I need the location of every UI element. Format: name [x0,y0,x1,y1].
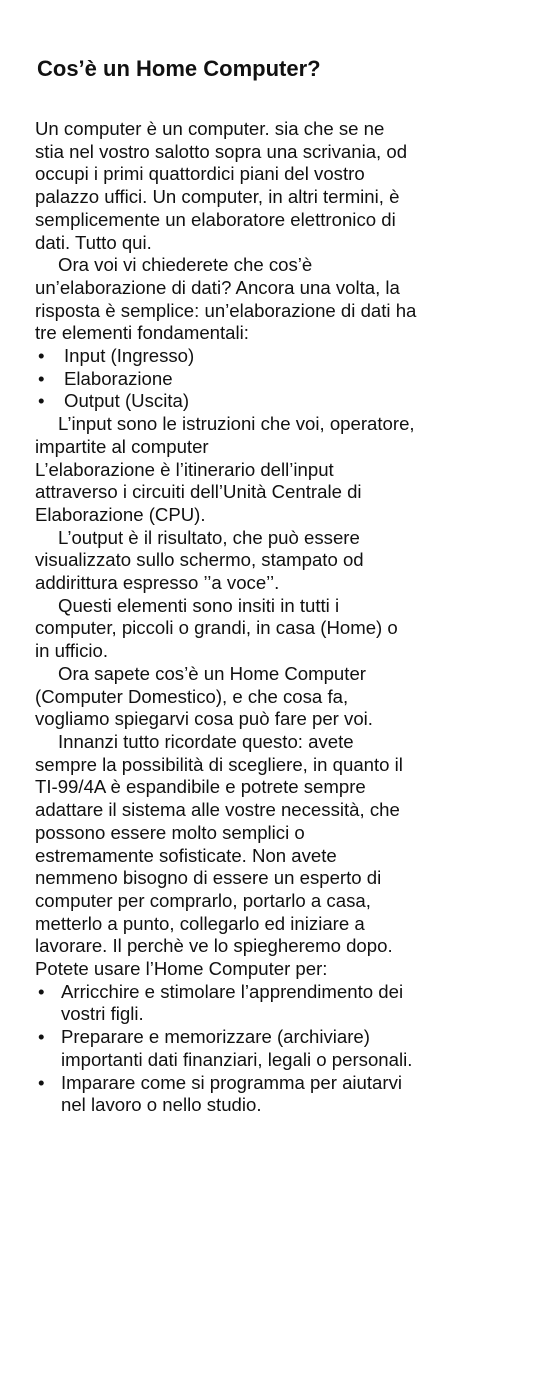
text-line: risposta è semplice: un’elaborazione di dati ha [35,299,417,321]
list-item-text: Imparare come si programma per aiutarvi [61,1071,403,1093]
bullet-icon: • [38,1026,45,1048]
text-line: metterlo a punto, collegarlo ed iniziare a [35,912,365,934]
list-item-text: Input (Ingresso) [64,345,195,367]
text-line: Ora voi vi chiederete che cos’è [58,254,313,276]
list-item-text: Elaborazione [64,367,173,389]
list-item [35,981,530,1026]
bullet-icon: • [38,345,45,367]
text-line: occupi i primi quattordici piani del vostro [35,163,365,185]
text-line: visualizzato sullo schermo, stampato od [35,549,364,571]
elements-list [35,345,530,413]
list-item-text: nel lavoro o nello studio. [61,1094,262,1116]
text-line: addirittura espresso ’’a voce’’. [35,572,280,594]
list-item [35,390,530,413]
bullet-icon: • [38,390,45,412]
bullet-icon: • [38,1071,45,1093]
text-line: un’elaborazione di dati? Ancora una volta, la [35,276,400,298]
text-line: possono essere molto semplici o [35,821,305,843]
text-line: palazzo uffici. Un computer, in altri termini, è [35,186,400,208]
paragraph [35,527,530,595]
paragraph [35,459,530,527]
text-line: L’output è il risultato, che può essere [58,526,360,548]
text-line: L’input sono le istruzioni che voi, operatore, [58,413,415,435]
text-line: lavorare. Il perchè ve lo spiegheremo dopo. [35,935,393,957]
text-line: TI-99/4A è espandibile e potrete sempre [35,776,366,798]
text-line: nemmeno bisogno di essere un esperto di [35,867,382,889]
text-line: Innanzi tutto ricordate questo: avete [58,730,354,752]
text-line: semplicemente un elaboratore elettronico di [35,208,396,230]
text-line: Ora sapete cos’è un Home Computer [58,662,366,684]
bullet-icon: • [38,980,45,1002]
paragraph [35,595,530,663]
text-line: Elaborazione (CPU). [35,503,206,525]
list-item-text: Output (Uscita) [64,390,190,412]
list-item [35,368,530,391]
text-line: Potete usare l’Home Computer per: [35,958,328,980]
text-line: tre elementi fondamentali: [35,322,249,344]
text-line: sempre la possibilità di scegliere, in quanto il [35,753,403,775]
text-line: L’elaborazione è l’itinerario dell’input [35,458,334,480]
paragraph [35,254,530,345]
page-title: Cos’è un Home Computer? [37,56,321,81]
text-line: Questi elementi sono insiti in tutti i [58,594,340,616]
list-item [35,1026,530,1071]
text-line: impartite al computer [35,435,209,457]
list-item-text: Arricchire e stimolare l’apprendimento dei [61,980,404,1002]
text-line: dati. Tutto qui. [35,231,152,253]
paragraph [35,731,530,958]
list-item [35,345,530,368]
list-item-text: importanti dati finanziari, legali o personali. [61,1048,413,1070]
text-line: vogliamo spiegarvi cosa può fare per voi. [35,708,373,730]
article-body [35,118,530,1117]
list-item-text: vostri figli. [61,1003,144,1025]
paragraph [35,663,530,731]
text-line: Un computer è un computer. sia che se ne [35,118,385,139]
text-line: computer per comprarlo, portarlo a casa, [35,889,371,911]
text-line: attraverso i circuiti dell’Unità Centrale di [35,481,362,503]
text-line: (Computer Domestico), e che cosa fa, [35,685,349,707]
paragraph [35,413,530,458]
text-line: stia nel vostro salotto sopra una scrivania, od [35,140,408,162]
bullet-icon: • [38,367,45,389]
text-line: adattare il sistema alle vostre necessità, che [35,799,400,821]
list-item-text: Preparare e memorizzare (archiviare) [61,1026,370,1048]
uses-list [35,981,530,1117]
text-line: estremamente sofisticate. Non avete [35,844,337,866]
paragraph [35,118,530,254]
paragraph [35,958,530,981]
list-item [35,1072,530,1117]
text-line: computer, piccoli o grandi, in casa (Home) o [35,617,398,639]
text-line: in ufficio. [35,640,109,662]
